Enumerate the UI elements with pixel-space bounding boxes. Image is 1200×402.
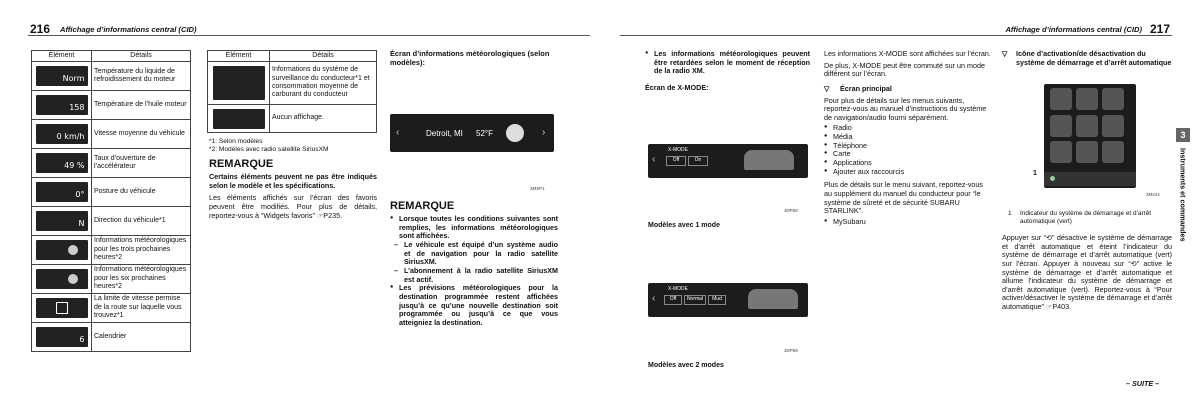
- weather-temp: 52°F: [476, 129, 493, 138]
- paragraph: De plus, X-MODE peut être commuté sur un mode différent sur l’écran.: [824, 60, 985, 79]
- remarque-text: Les éléments affichés sur l’écran des favoris peuvent être modifiés. Pour plus de détails, reportez-vous à “Widgets favoris” ☞P235.: [209, 193, 377, 220]
- xmode-off-button[interactable]: Off: [664, 295, 682, 305]
- figure-legend: [1008, 210, 1172, 225]
- remarque-1: [209, 158, 377, 220]
- table-cell: Vitesse moyenne du véhicule: [92, 120, 191, 149]
- image-code: 3DP58: [784, 208, 798, 213]
- app-tile: [1102, 141, 1124, 163]
- driver-monitor-thumbnail: [213, 66, 265, 100]
- app-tile: [1050, 115, 1072, 137]
- paragraph: Les informations X-MODE sont affichées sur l’écran.: [824, 49, 991, 58]
- list-item: ● Média: [824, 133, 992, 142]
- xmode-mud-button[interactable]: Mud: [708, 295, 726, 305]
- footnote: *1: Selon modèles: [209, 138, 263, 145]
- chevron-right-icon: ›: [542, 127, 546, 138]
- car-illustration: [748, 289, 798, 309]
- table-cell: Température du liquide de refroidissement du moteur: [92, 62, 191, 91]
- table-cell: Calendrier: [92, 323, 191, 352]
- list-item: ● Téléphone: [824, 142, 992, 151]
- right-page-header: [620, 22, 1172, 36]
- table-cell: La limite de vitesse permise de la route sur laquelle vous trouvez*1: [92, 294, 191, 323]
- list-item: ● Applications: [824, 159, 992, 168]
- table-cell: Informations météorologiques pour les six prochaines heures*2: [92, 265, 191, 294]
- chevron-left-icon: ‹: [396, 127, 400, 138]
- remarque-bullet: ● Lorsque toutes les conditions suivantes sont remplies, les informations météorologiques sont affichées.: [390, 215, 558, 241]
- auto-stop-body: Appuyer sur “⟲” désactive le système de démarrage et d’arrêt automatique et éteint l’indicateur du système de démarrage et d’arrêt automatique (vert) sur l’écran. Appuyer à nouveau sur “⟲” active le système de démarrage et d’arrêt automatique et allume l’indicateur du système de démarrage et d’arrêt automatique (vert). Reportez-vous à “Pour activer/désactiver le système de démarrage et d’arrêt automatique” ☞P403.: [1002, 233, 1172, 312]
- list-item: ● Ajouter aux raccourcis: [824, 168, 992, 177]
- table-cell: Température de l’huile moteur: [92, 91, 191, 120]
- status-bar: [1044, 172, 1136, 186]
- screen-thumbnail: 0°: [36, 182, 88, 202]
- left-page-number: 216: [30, 22, 51, 36]
- xmode-2-screen: [648, 283, 808, 317]
- footnotes: [209, 138, 377, 154]
- screen-thumbnail: 6: [36, 327, 88, 347]
- xmode-off-button[interactable]: Off: [666, 156, 686, 166]
- screen-thumbnail: Norm: [36, 66, 88, 86]
- col-element-header: Élément: [32, 51, 92, 62]
- col-element-header: Élément: [208, 51, 270, 62]
- list-item: ● Carte: [824, 150, 992, 159]
- home-screen-image: [1044, 84, 1136, 188]
- screen-thumbnail: 49 %: [36, 153, 88, 173]
- table-cell: Posture du véhicule: [92, 178, 191, 207]
- remarque-bold-text: Certains éléments peuvent ne pas être indiqués selon le modèle et les spécifications.: [209, 172, 377, 190]
- list-item: ● Radio: [824, 124, 992, 133]
- app-tile: [1102, 88, 1124, 110]
- callout-number: 1: [1033, 170, 1037, 177]
- app-tile: [1076, 141, 1098, 163]
- car-illustration: [744, 150, 794, 170]
- xmode-label: X-MODE: [668, 147, 688, 153]
- widget-table-2: [207, 50, 377, 133]
- remarque-dash-item: – L’abonnement à la radio satellite SiriusXM est actif.: [390, 267, 558, 284]
- screen-thumbnail: N: [36, 211, 88, 231]
- remarque-bullet: ● Les prévisions météorologiques pour la destination programmée restent affichées jusqu’à ce qu’une nouvelle destination soit programmée ou jusqu’à ce que vous atteigniez la destination.: [390, 284, 558, 327]
- weather-screen-image: [390, 114, 554, 152]
- weather-screen-title: Écran d’informations météorologiques (selon modèles):: [390, 49, 550, 67]
- xmode-delay-note: ● Les informations météorologiques peuvent être retardées selon le moment de réception de la radio XM.: [645, 50, 810, 76]
- table-cell: Taux d’ouverture de l’accélérateur: [92, 149, 191, 178]
- right-page-number: 217: [1149, 22, 1170, 36]
- table-cell: Informations du système de surveillance du conducteur*1 et consommation moyenne de carburant du conducteur: [270, 62, 377, 105]
- app-tile: [1050, 88, 1072, 110]
- paragraph: Plus de détails sur le menu suivant, reportez-vous au supplément du manuel du conducteur pour “le système de sûreté et de sécurité SUBARU STARLINK”.: [824, 180, 984, 216]
- triangle-down-icon: ▽: [824, 83, 830, 93]
- col-details-header: Détails: [270, 51, 377, 62]
- widget-table-1: [31, 50, 191, 352]
- image-code: 3MSP1: [530, 186, 545, 191]
- image-code: 3DP59: [784, 348, 798, 353]
- xmode-screen-title: Écran de X-MODE:: [645, 83, 709, 92]
- blank-thumbnail: [213, 109, 265, 129]
- weather-thumbnail: [36, 240, 88, 260]
- remarque-heading: REMARQUE: [390, 200, 455, 212]
- main-screen-section: [824, 50, 992, 227]
- auto-stop-section-title: ▽ Icône d’activation/de désactivation du système de démarrage et d’arrêt automatique: [1002, 49, 1172, 67]
- chevron-left-icon: ‹: [652, 293, 656, 304]
- chevron-left-icon: ‹: [652, 154, 656, 165]
- app-tile: [1050, 141, 1072, 163]
- app-tile: [1076, 88, 1098, 110]
- xmode-1-screen: [648, 144, 808, 178]
- weather-thumbnail: [36, 269, 88, 289]
- right-header-title: Affichage d’informations central (CID): [1005, 25, 1142, 34]
- app-tile: [1102, 115, 1124, 137]
- chapter-label: Instruments et commandes: [1178, 148, 1188, 242]
- image-code: 3M244: [1146, 192, 1160, 197]
- paragraph: Pour plus de détails sur les menus suivants, reportez-vous au manuel d’instructions du système de navigation/audio fourni séparément.: [824, 95, 987, 122]
- table-cell: Direction du véhicule*1: [92, 207, 191, 236]
- triangle-down-icon: ▽: [1002, 49, 1008, 58]
- left-page-header: [28, 22, 590, 36]
- app-tile: [1076, 115, 1098, 137]
- suite-label: – SUITE –: [1126, 379, 1160, 388]
- list-item: ● MySubaru: [824, 218, 992, 227]
- xmode-2-caption: Modèles avec 2 modes: [648, 362, 724, 369]
- remarque-2: [390, 200, 558, 328]
- col-details-header: Détails: [92, 51, 191, 62]
- table-cell: Informations météorologiques pour les trois prochaines heures*2: [92, 236, 191, 265]
- xmode-on-button[interactable]: On: [688, 156, 708, 166]
- speed-limit-thumbnail: [36, 298, 88, 318]
- footnote: *2: Modèles avec radio satellite SiriusXM: [209, 145, 329, 153]
- left-header-title: Affichage d’informations central (CID): [60, 25, 197, 34]
- screen-thumbnail: 0 km/h: [36, 124, 88, 144]
- auto-stop-indicator-icon: [1050, 176, 1055, 181]
- remarque-heading: REMARQUE: [209, 158, 274, 170]
- weather-icon: [506, 124, 524, 142]
- table-cell: Aucun affichage.: [270, 105, 377, 133]
- legend-number: 1: [1008, 210, 1012, 217]
- remarque-dash-item: – Le véhicule est équipé d’un système audio et de navigation pour la radio satellite SiriusXM.: [390, 241, 558, 267]
- section-title: ▽ Écran principal: [824, 83, 892, 93]
- screen-thumbnail: 158: [36, 95, 88, 115]
- xmode-normal-button[interactable]: Normal: [684, 295, 706, 305]
- legend-text: Indicateur du système de démarrage et d’arrêt automatique (vert): [1020, 210, 1152, 225]
- xmode-1-caption: Modèles avec 1 mode: [648, 222, 720, 229]
- xmode-label: X-MODE: [668, 286, 688, 292]
- weather-city: Detroit, MI: [426, 129, 463, 138]
- chapter-tab: 3: [1176, 128, 1190, 142]
